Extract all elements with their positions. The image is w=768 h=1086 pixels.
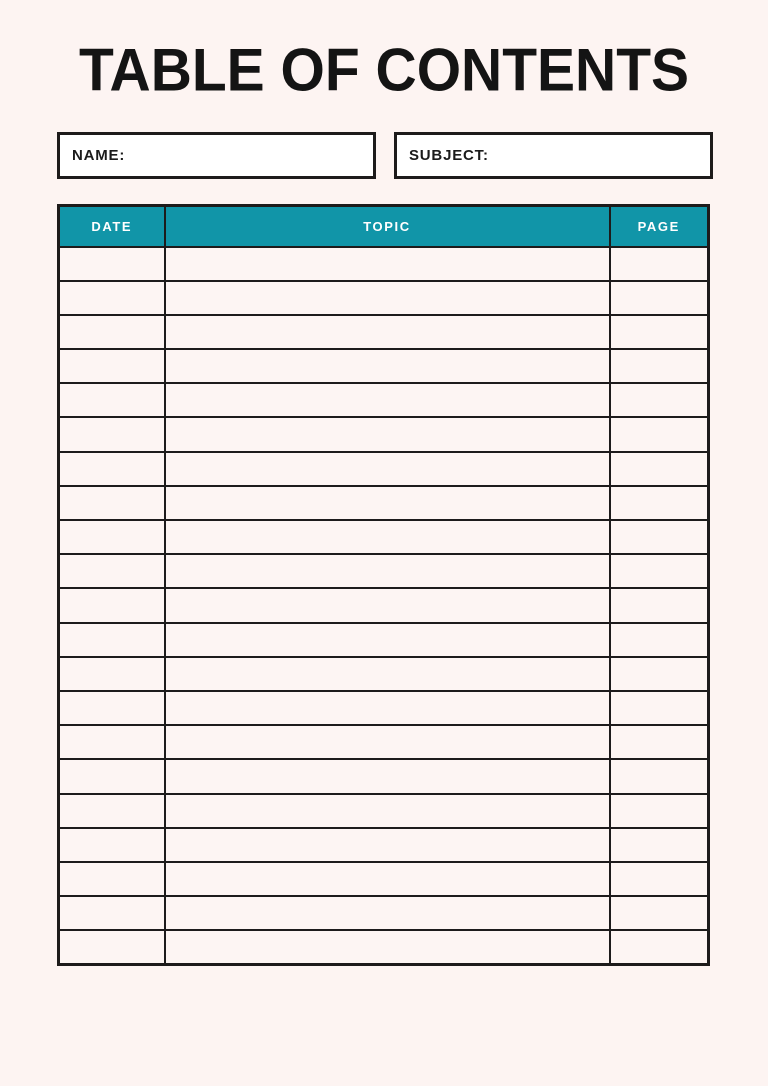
- date-cell[interactable]: [59, 554, 165, 588]
- table-row: [59, 486, 709, 520]
- date-cell[interactable]: [59, 725, 165, 759]
- date-cell[interactable]: [59, 657, 165, 691]
- topic-cell[interactable]: [165, 349, 610, 383]
- page-cell[interactable]: [610, 862, 709, 896]
- topic-cell[interactable]: [165, 315, 610, 349]
- date-cell[interactable]: [59, 896, 165, 930]
- topic-cell[interactable]: [165, 896, 610, 930]
- table-row: [59, 452, 709, 486]
- page-cell[interactable]: [610, 623, 709, 657]
- date-cell[interactable]: [59, 828, 165, 862]
- table-row: [59, 315, 709, 349]
- page-cell[interactable]: [610, 759, 709, 793]
- page-cell[interactable]: [610, 417, 709, 451]
- table-row: [59, 281, 709, 315]
- table-row: [59, 520, 709, 554]
- date-cell[interactable]: [59, 691, 165, 725]
- page-cell[interactable]: [610, 554, 709, 588]
- date-cell[interactable]: [59, 315, 165, 349]
- date-cell[interactable]: [59, 383, 165, 417]
- table-row: [59, 725, 709, 759]
- topic-cell[interactable]: [165, 520, 610, 554]
- column-header-date: DATE: [59, 206, 165, 247]
- name-field-label: NAME:: [72, 147, 126, 164]
- topic-cell[interactable]: [165, 725, 610, 759]
- page-cell[interactable]: [610, 930, 709, 964]
- topic-cell[interactable]: [165, 486, 610, 520]
- page-cell[interactable]: [610, 588, 709, 622]
- date-cell[interactable]: [59, 862, 165, 896]
- topic-cell[interactable]: [165, 862, 610, 896]
- topic-cell[interactable]: [165, 383, 610, 417]
- date-cell[interactable]: [59, 759, 165, 793]
- subject-field-label: SUBJECT:: [409, 147, 489, 164]
- page-cell[interactable]: [610, 725, 709, 759]
- date-cell[interactable]: [59, 794, 165, 828]
- table-row: [59, 828, 709, 862]
- page-cell[interactable]: [610, 315, 709, 349]
- table-row: [59, 623, 709, 657]
- page-cell[interactable]: [610, 657, 709, 691]
- table-header-row: [59, 206, 709, 247]
- date-cell[interactable]: [59, 930, 165, 964]
- column-header-topic: TOPIC: [165, 206, 610, 247]
- table-row: [59, 383, 709, 417]
- date-cell[interactable]: [59, 247, 165, 281]
- date-cell[interactable]: [59, 452, 165, 486]
- table-row: [59, 554, 709, 588]
- table-body: [59, 247, 709, 965]
- page-cell[interactable]: [610, 794, 709, 828]
- topic-cell[interactable]: [165, 554, 610, 588]
- page-cell[interactable]: [610, 281, 709, 315]
- date-cell[interactable]: [59, 417, 165, 451]
- topic-cell[interactable]: [165, 247, 610, 281]
- subject-field[interactable]: [394, 132, 713, 179]
- table-row: [59, 691, 709, 725]
- page-cell[interactable]: [610, 383, 709, 417]
- topic-cell[interactable]: [165, 691, 610, 725]
- table-row: [59, 349, 709, 383]
- table-row: [59, 862, 709, 896]
- page-cell[interactable]: [610, 896, 709, 930]
- date-cell[interactable]: [59, 281, 165, 315]
- date-cell[interactable]: [59, 486, 165, 520]
- topic-cell[interactable]: [165, 452, 610, 486]
- topic-cell[interactable]: [165, 930, 610, 964]
- date-cell[interactable]: [59, 623, 165, 657]
- page-cell[interactable]: [610, 247, 709, 281]
- table-row: [59, 417, 709, 451]
- topic-cell[interactable]: [165, 623, 610, 657]
- table-row: [59, 657, 709, 691]
- contents-table: [57, 204, 710, 966]
- page-cell[interactable]: [610, 486, 709, 520]
- table-row: [59, 588, 709, 622]
- topic-cell[interactable]: [165, 657, 610, 691]
- page-cell[interactable]: [610, 691, 709, 725]
- date-cell[interactable]: [59, 588, 165, 622]
- page-cell[interactable]: [610, 349, 709, 383]
- page-cell[interactable]: [610, 828, 709, 862]
- topic-cell[interactable]: [165, 281, 610, 315]
- topic-cell[interactable]: [165, 588, 610, 622]
- column-header-page: PAGE: [610, 206, 709, 247]
- page-cell[interactable]: [610, 452, 709, 486]
- table-row: [59, 794, 709, 828]
- topic-cell[interactable]: [165, 759, 610, 793]
- table-row: [59, 896, 709, 930]
- table-row: [59, 759, 709, 793]
- topic-cell[interactable]: [165, 417, 610, 451]
- table-row: [59, 930, 709, 964]
- date-cell[interactable]: [59, 349, 165, 383]
- table-row: [59, 247, 709, 281]
- fields-row: [57, 132, 713, 179]
- topic-cell[interactable]: [165, 794, 610, 828]
- table-header: [59, 206, 709, 247]
- page-cell[interactable]: [610, 520, 709, 554]
- date-cell[interactable]: [59, 520, 165, 554]
- topic-cell[interactable]: [165, 828, 610, 862]
- page-title: TABLE OF CONTENTS: [78, 37, 690, 105]
- name-field[interactable]: [57, 132, 376, 179]
